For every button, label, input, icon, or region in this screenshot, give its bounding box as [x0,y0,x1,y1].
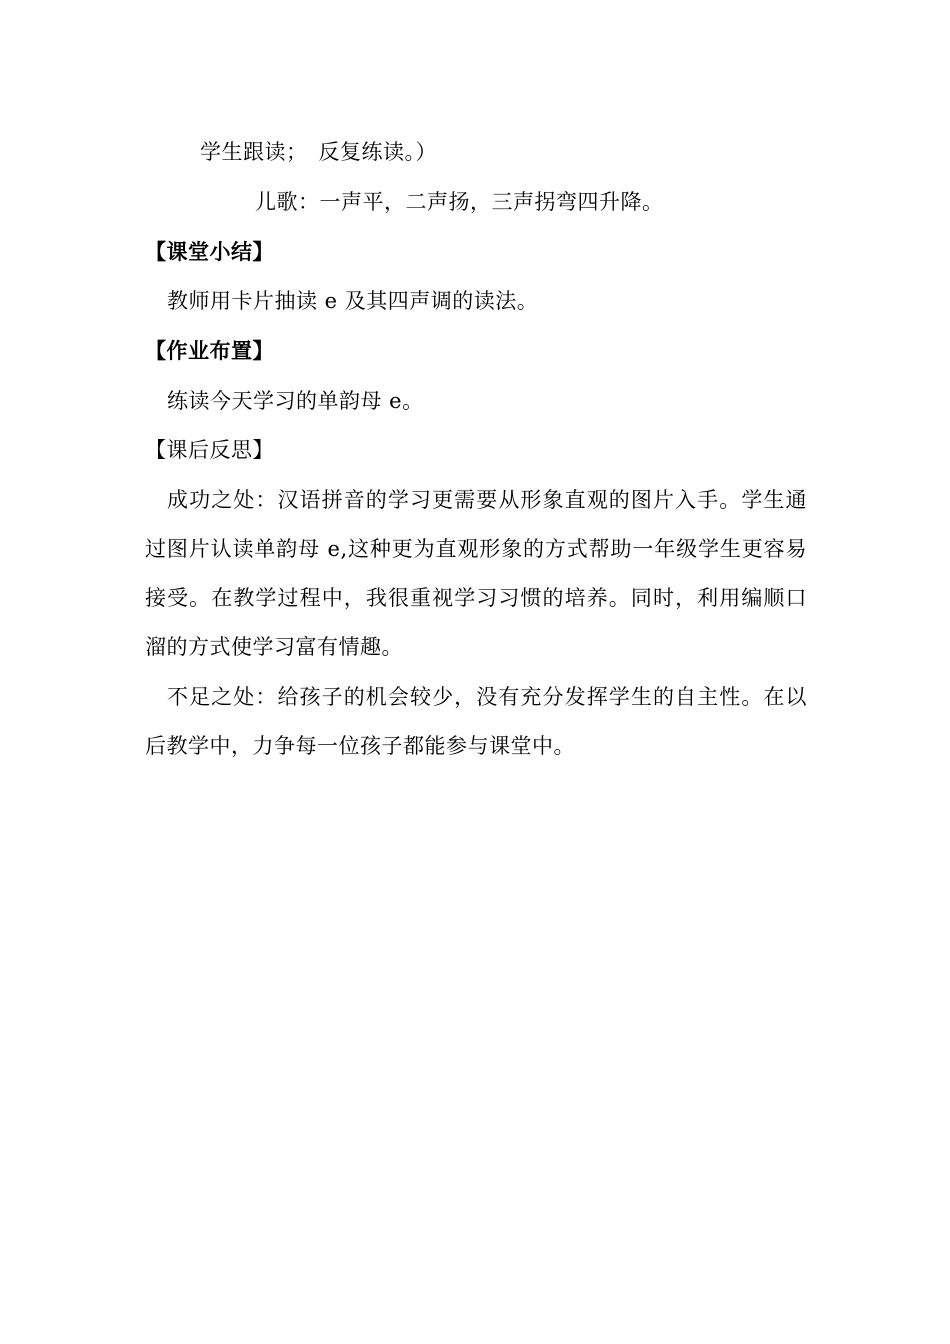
reflection-shortcoming-paragraph: 不足之处：给孩子的机会较少，没有充分发挥学生的自主性。在以后教学中，力争每一位孩子都能参与课堂中。 [145,685,807,758]
summary-heading: 【课堂小结】 [145,240,274,264]
follow-read-line: 学生跟读； 反复练读。） [200,140,437,164]
homework-heading: 【作业布置】 [145,339,274,363]
rhyme-line: 儿歌：一声平，二声扬，三声拐弯四升降。 [255,190,664,214]
reflection-success-paragraph: 成功之处：汉语拼音的学习更需要从形象直观的图片入手。学生通过图片认读单韵母 e,这种更为直观形象的方式帮助一年级学生更容易接受。在教学过程中，我很重视学习习惯的培养。同时，利用编顺口溜的方式使学习富有情趣。 [145,488,807,659]
homework-text: 练读今天学习的单韵母 e。 [167,389,424,413]
reflection-heading: 【课后反思】 [145,438,274,462]
summary-text: 教师用卡片抽读 e 及其四声调的读法。 [167,289,539,313]
